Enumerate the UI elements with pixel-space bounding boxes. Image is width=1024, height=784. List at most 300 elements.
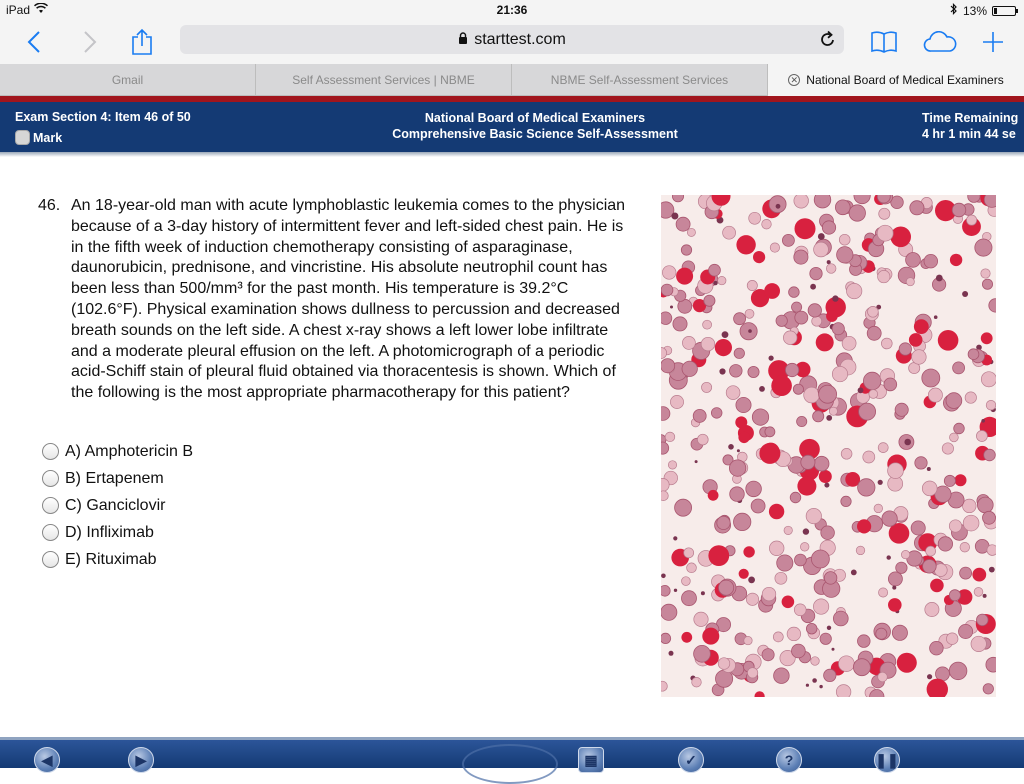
cell bbox=[735, 416, 747, 428]
cell bbox=[832, 295, 838, 301]
cell bbox=[833, 611, 848, 626]
cell bbox=[794, 604, 806, 616]
cell bbox=[737, 449, 740, 452]
cell bbox=[738, 432, 749, 443]
cell bbox=[749, 212, 761, 224]
cell bbox=[716, 670, 733, 687]
cell bbox=[927, 467, 931, 471]
url-bar[interactable] bbox=[180, 25, 844, 54]
cell bbox=[701, 591, 705, 595]
cell bbox=[927, 674, 932, 679]
cell bbox=[818, 233, 825, 240]
cell bbox=[702, 628, 719, 645]
radio-button[interactable] bbox=[42, 524, 59, 541]
cell bbox=[673, 317, 687, 331]
question-number: 46. bbox=[38, 197, 61, 214]
cell bbox=[859, 403, 876, 420]
time-remaining-area bbox=[922, 110, 1018, 142]
cell bbox=[836, 685, 851, 697]
cell bbox=[887, 555, 891, 559]
cell bbox=[869, 390, 878, 399]
cell bbox=[909, 333, 923, 347]
cell bbox=[965, 392, 976, 403]
cell bbox=[675, 499, 692, 516]
cell bbox=[977, 614, 989, 626]
cell bbox=[795, 554, 807, 566]
cell bbox=[777, 555, 793, 571]
cell bbox=[912, 350, 927, 365]
cell bbox=[904, 439, 911, 446]
cell bbox=[814, 195, 831, 208]
cell bbox=[812, 678, 817, 683]
pause-icon[interactable]: ❚❚ bbox=[874, 747, 900, 773]
status-time: 21:36 bbox=[496, 3, 528, 17]
cell bbox=[950, 254, 962, 266]
cell bbox=[824, 572, 837, 585]
cell bbox=[708, 545, 729, 566]
cell bbox=[983, 684, 993, 694]
cell bbox=[837, 247, 853, 263]
cell bbox=[684, 548, 694, 558]
cell bbox=[681, 632, 692, 643]
cell bbox=[704, 295, 715, 306]
option-label: C) Ganciclovir bbox=[65, 496, 166, 514]
cell bbox=[694, 645, 711, 662]
cell bbox=[806, 623, 817, 634]
cell bbox=[773, 632, 783, 642]
cell bbox=[709, 264, 721, 276]
cell bbox=[661, 604, 677, 620]
micrograph-cells bbox=[661, 195, 996, 697]
cell bbox=[984, 449, 996, 461]
cell bbox=[847, 283, 862, 298]
cell bbox=[782, 596, 795, 609]
cell bbox=[819, 685, 822, 688]
bluetooth-icon bbox=[950, 3, 958, 18]
cell bbox=[888, 572, 902, 586]
cell bbox=[794, 195, 809, 208]
cell bbox=[976, 431, 987, 442]
cell bbox=[882, 511, 897, 526]
cell bbox=[977, 497, 993, 513]
answer-option-a[interactable] bbox=[42, 438, 193, 465]
bookmarks-icon[interactable] bbox=[866, 24, 902, 60]
cell bbox=[676, 217, 690, 231]
cell bbox=[922, 481, 937, 496]
cell bbox=[952, 203, 966, 217]
cell bbox=[806, 508, 821, 523]
answer-option-b[interactable] bbox=[42, 465, 193, 492]
question-stem bbox=[38, 196, 638, 404]
cell bbox=[890, 227, 911, 248]
browser-toolbar bbox=[0, 20, 1024, 64]
cell bbox=[769, 356, 774, 361]
cell bbox=[702, 382, 712, 392]
cell bbox=[856, 546, 865, 555]
cell bbox=[681, 245, 691, 255]
cell bbox=[974, 588, 983, 597]
cell bbox=[746, 593, 758, 605]
cell bbox=[759, 443, 780, 464]
cell bbox=[670, 395, 683, 408]
cell bbox=[736, 397, 751, 412]
lock-icon bbox=[458, 31, 468, 49]
cell bbox=[813, 411, 824, 422]
option-label: B) Ertapenem bbox=[65, 469, 164, 487]
cell bbox=[925, 602, 939, 616]
cell bbox=[661, 491, 668, 501]
cell bbox=[661, 442, 669, 454]
cell bbox=[747, 280, 757, 290]
option-label: D) Infliximab bbox=[65, 523, 154, 541]
cell bbox=[787, 627, 801, 641]
cell bbox=[810, 267, 822, 279]
cell bbox=[826, 310, 838, 322]
answer-options bbox=[42, 438, 193, 573]
cell bbox=[812, 316, 822, 326]
cell bbox=[936, 275, 943, 282]
cell bbox=[661, 359, 675, 373]
cell bbox=[795, 311, 808, 324]
cell bbox=[878, 443, 888, 453]
share-icon[interactable] bbox=[124, 24, 160, 60]
cell bbox=[981, 269, 990, 278]
cell bbox=[953, 362, 965, 374]
cell bbox=[726, 386, 740, 400]
cell bbox=[832, 366, 847, 381]
icloud-tabs-icon[interactable] bbox=[922, 24, 958, 60]
cell bbox=[832, 648, 835, 651]
cell bbox=[811, 550, 829, 568]
cell bbox=[748, 577, 755, 584]
cell bbox=[661, 407, 670, 421]
cell bbox=[694, 612, 708, 626]
cell bbox=[803, 528, 809, 534]
cell bbox=[938, 330, 959, 351]
cell bbox=[854, 195, 870, 204]
status-right bbox=[950, 3, 1016, 18]
cell bbox=[722, 331, 729, 338]
cell bbox=[797, 416, 807, 426]
exam-section: Exam Section 4: Item 46 of 50 bbox=[15, 110, 191, 124]
cell bbox=[906, 253, 921, 268]
cell bbox=[730, 365, 743, 378]
cell bbox=[729, 460, 745, 476]
cell bbox=[944, 475, 955, 486]
cell bbox=[682, 577, 691, 586]
exam-title-area bbox=[0, 110, 1024, 142]
cell bbox=[962, 291, 968, 297]
cell bbox=[813, 599, 828, 614]
cell bbox=[697, 434, 708, 445]
cell bbox=[934, 315, 938, 319]
header-shadow bbox=[0, 152, 1024, 157]
cell bbox=[874, 504, 883, 513]
cell bbox=[821, 526, 835, 540]
cell bbox=[743, 546, 754, 557]
cell bbox=[963, 499, 977, 513]
cell bbox=[814, 242, 829, 257]
help-icon[interactable]: ? bbox=[776, 747, 802, 773]
cell bbox=[670, 306, 673, 309]
cell bbox=[928, 388, 942, 402]
cell bbox=[819, 385, 837, 403]
cell bbox=[960, 542, 970, 552]
cell bbox=[930, 641, 944, 655]
cell bbox=[986, 400, 996, 410]
cell bbox=[827, 626, 831, 630]
cell bbox=[719, 580, 734, 595]
cell bbox=[662, 266, 676, 280]
exam-header bbox=[0, 102, 1024, 152]
cell bbox=[960, 567, 972, 579]
tab-self-assessment-services[interactable]: Self Assessment Services | NBME bbox=[256, 64, 512, 96]
tab-close-icon[interactable]: ✕ bbox=[788, 74, 800, 86]
cell bbox=[816, 333, 834, 351]
cell bbox=[914, 319, 929, 334]
cell bbox=[841, 448, 852, 459]
cell bbox=[708, 490, 719, 501]
cell bbox=[734, 313, 746, 325]
cell bbox=[867, 326, 881, 340]
cell bbox=[776, 204, 781, 209]
cell bbox=[661, 633, 671, 643]
cell bbox=[888, 598, 902, 612]
cell bbox=[794, 250, 808, 264]
cell bbox=[983, 511, 996, 524]
cell bbox=[858, 479, 875, 496]
cell bbox=[877, 225, 893, 241]
cell bbox=[783, 331, 797, 345]
cell bbox=[672, 195, 683, 202]
cell bbox=[949, 590, 960, 601]
cell bbox=[692, 677, 702, 687]
cell bbox=[897, 653, 917, 673]
cell bbox=[669, 651, 674, 656]
exam-name: Comprehensive Basic Science Self-Assessment bbox=[392, 127, 678, 141]
calculator-icon[interactable]: ▦ bbox=[578, 747, 604, 773]
cell bbox=[930, 579, 944, 593]
battery-fill bbox=[994, 8, 997, 14]
cell bbox=[863, 451, 875, 463]
cell bbox=[661, 312, 672, 325]
cell bbox=[682, 361, 697, 376]
cell bbox=[954, 423, 965, 434]
cell bbox=[938, 537, 952, 551]
cell bbox=[759, 386, 765, 392]
photomicrograph bbox=[661, 195, 996, 697]
radio-button[interactable] bbox=[42, 551, 59, 568]
cell bbox=[906, 278, 914, 286]
cell bbox=[790, 492, 801, 503]
cell bbox=[841, 496, 851, 506]
cell bbox=[674, 589, 677, 592]
cell bbox=[842, 336, 856, 350]
cell bbox=[752, 409, 768, 425]
cell bbox=[661, 585, 670, 596]
cell bbox=[806, 684, 809, 687]
cell bbox=[769, 504, 784, 519]
cell bbox=[950, 433, 959, 442]
cell bbox=[820, 633, 831, 644]
cell bbox=[858, 387, 864, 393]
answer-option-c[interactable] bbox=[42, 492, 193, 519]
device-name: iPad bbox=[6, 3, 31, 17]
cell bbox=[959, 624, 973, 638]
cell bbox=[839, 234, 850, 245]
mark-label: Mark bbox=[33, 130, 63, 145]
cell bbox=[824, 669, 836, 681]
cell bbox=[703, 320, 712, 329]
tab-gmail[interactable]: Gmail bbox=[0, 64, 256, 96]
cell bbox=[922, 369, 940, 387]
cell bbox=[744, 636, 752, 644]
option-label: E) Rituximab bbox=[65, 550, 157, 568]
cell bbox=[730, 487, 745, 502]
cell bbox=[911, 521, 925, 535]
cell bbox=[819, 470, 832, 483]
cell bbox=[849, 205, 865, 221]
cell bbox=[923, 560, 937, 574]
cell bbox=[713, 281, 717, 285]
cell bbox=[755, 691, 765, 697]
cell bbox=[876, 628, 887, 639]
url-text: starttest.com bbox=[474, 30, 566, 48]
cell bbox=[832, 323, 844, 335]
tab-label: National Board of Medical Examiners bbox=[806, 73, 1004, 87]
cell bbox=[765, 427, 775, 437]
cell bbox=[814, 456, 829, 471]
review-icon[interactable]: ✓ bbox=[678, 747, 704, 773]
cell bbox=[878, 480, 883, 485]
cell bbox=[899, 343, 911, 355]
cell bbox=[736, 235, 755, 254]
cell bbox=[839, 656, 855, 672]
cell bbox=[739, 569, 749, 579]
cell bbox=[915, 457, 927, 469]
answer-option-d[interactable] bbox=[42, 519, 193, 546]
radio-button[interactable] bbox=[42, 470, 59, 487]
cell bbox=[770, 243, 779, 252]
cell bbox=[879, 208, 890, 219]
exam-navigation-bar bbox=[0, 737, 1024, 768]
cell bbox=[789, 287, 800, 298]
cell bbox=[723, 226, 736, 239]
previous-icon[interactable]: ◀ bbox=[34, 747, 60, 773]
cell bbox=[896, 562, 907, 573]
cell bbox=[734, 348, 744, 358]
cell bbox=[734, 513, 751, 530]
reload-icon[interactable] bbox=[820, 30, 836, 53]
cell bbox=[981, 419, 985, 423]
cell bbox=[682, 336, 695, 349]
cell bbox=[983, 594, 987, 598]
cell bbox=[972, 568, 986, 582]
cell bbox=[661, 681, 667, 691]
cell bbox=[673, 536, 677, 540]
cell bbox=[748, 366, 759, 377]
cell bbox=[668, 461, 676, 469]
cell bbox=[879, 588, 888, 597]
cell bbox=[665, 432, 675, 442]
cell bbox=[769, 541, 784, 556]
cell bbox=[881, 338, 892, 349]
time-value: 4 hr 1 min 44 se bbox=[922, 127, 1016, 141]
cell bbox=[989, 567, 995, 573]
back-icon[interactable] bbox=[16, 24, 52, 60]
cell bbox=[676, 268, 693, 285]
cell bbox=[771, 375, 792, 396]
cell bbox=[762, 649, 774, 661]
cell bbox=[748, 329, 752, 333]
cell bbox=[946, 633, 958, 645]
cell bbox=[785, 363, 798, 376]
answer-option-e[interactable] bbox=[42, 546, 193, 573]
cell bbox=[924, 254, 938, 268]
cell bbox=[895, 403, 908, 416]
cell bbox=[989, 299, 996, 312]
cell bbox=[829, 407, 837, 415]
tab-nbme-self-assessment[interactable]: NBME Self-Assessment Services bbox=[512, 64, 768, 96]
cell bbox=[661, 284, 673, 296]
org-name: National Board of Medical Examiners bbox=[424, 111, 646, 125]
cell bbox=[762, 587, 776, 601]
cell bbox=[671, 213, 678, 220]
battery-icon bbox=[992, 6, 1016, 16]
next-icon[interactable]: ▶ bbox=[128, 747, 154, 773]
cell bbox=[764, 283, 780, 299]
cell bbox=[851, 570, 857, 576]
cell bbox=[711, 408, 722, 419]
cell bbox=[878, 270, 890, 282]
cell bbox=[863, 372, 881, 390]
nbme-seal-watermark bbox=[462, 744, 558, 784]
cell bbox=[795, 218, 816, 239]
cell bbox=[975, 239, 992, 256]
cell bbox=[751, 499, 765, 513]
cell bbox=[949, 520, 961, 532]
cell bbox=[695, 460, 698, 463]
cell bbox=[661, 574, 666, 579]
cell bbox=[878, 672, 888, 682]
cell bbox=[804, 387, 820, 403]
forward-icon[interactable] bbox=[72, 24, 108, 60]
cell bbox=[982, 279, 992, 289]
cell bbox=[892, 625, 907, 640]
option-label: A) Amphotericin B bbox=[65, 442, 194, 460]
cell bbox=[981, 372, 996, 387]
cell bbox=[986, 657, 996, 672]
tab-national-board[interactable] bbox=[768, 64, 1024, 96]
cell bbox=[747, 668, 757, 678]
cell bbox=[718, 658, 730, 670]
radio-button[interactable] bbox=[42, 497, 59, 514]
cell bbox=[987, 545, 996, 556]
cell bbox=[808, 304, 821, 317]
cell bbox=[753, 251, 765, 263]
cell bbox=[782, 234, 794, 246]
new-tab-icon[interactable] bbox=[975, 24, 1011, 60]
cell bbox=[792, 644, 806, 658]
cell bbox=[968, 349, 979, 360]
cell bbox=[826, 415, 832, 421]
cell bbox=[927, 679, 948, 697]
radio-button[interactable] bbox=[42, 443, 59, 460]
cell bbox=[682, 591, 697, 606]
cell bbox=[718, 276, 726, 284]
cell bbox=[857, 519, 871, 533]
cell bbox=[835, 200, 850, 215]
